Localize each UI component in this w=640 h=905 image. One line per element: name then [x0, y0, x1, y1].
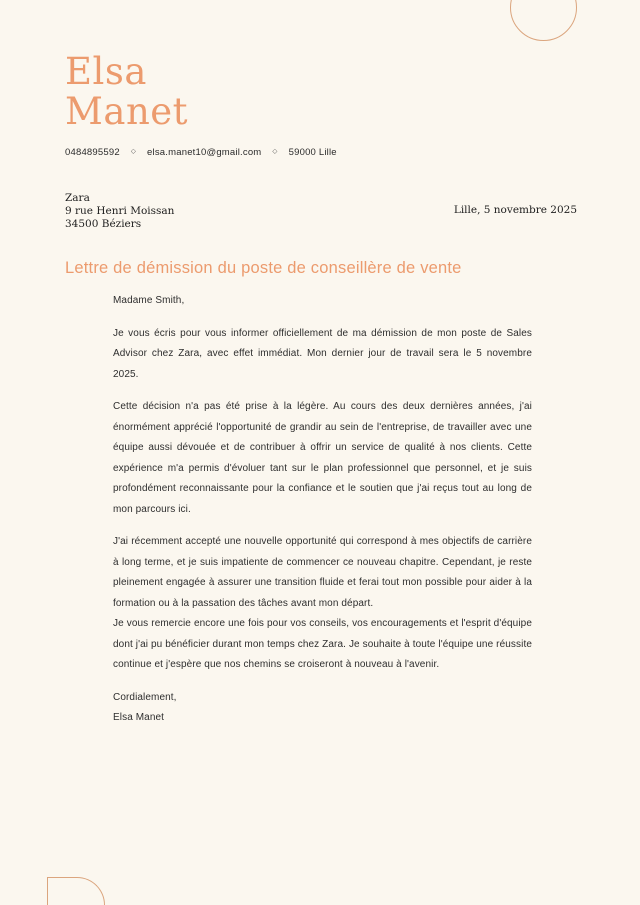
contact-row — [65, 147, 337, 158]
letterhead-last-name: Manet — [65, 90, 189, 133]
diamond-separator-icon: ◇ — [130, 148, 137, 156]
diamond-separator-icon: ◇ — [272, 148, 278, 156]
letterhead-first-name: Elsa — [65, 50, 147, 93]
letter-closing-block — [113, 688, 532, 728]
letter-subject-title: Lettre de démission du poste de conseillère de vente — [65, 259, 462, 277]
letter-paragraph: Cette décision n'a pas été prise à la légère. Au cours des deux dernières années, j'ai énormément apprécié l'opportunité de grandir au sein de l'entreprise, de travailler avec une équipe aussi dévouée et de contribuer à offrir un service de qualité à nos clients. Cette expérience m'a permis d'évoluer tant sur le plan professionnel que personnel, et je suis profondément reconnaissante pour la confiance et le soutien que j'ai reçus tout au long de mon parcours ici. — [113, 401, 532, 515]
letter-body — [113, 291, 532, 728]
letter-closing: Cordialement, — [113, 691, 177, 703]
recipient-address-block — [65, 192, 174, 231]
decorative-circle-outline — [510, 0, 577, 41]
contact-location: 59000 Lille — [288, 147, 337, 158]
contact-phone: 0484895592 — [65, 147, 120, 158]
letter-dateline: Lille, 5 novembre 2025 — [453, 204, 577, 216]
letter-paragraph: J'ai récemment accepté une nouvelle opportunité qui correspond à mes objectifs de carrière à long terme, et je suis impatiente de commencer ce nouveau chapitre. Cependant, je reste pleinement engagée à assurer une transition fluide et ferai tout mon possible pour aider à la formation ou à la passation des tâches avant mon départ. — [113, 536, 532, 609]
letter-greeting: Madame Smith, — [113, 295, 185, 306]
letter-paragraph: Je vous remercie encore une fois pour vos conseils, vos encouragements et l'esprit d'équipe dont j'ai pu bénéficier durant mon temps chez Zara. Je souhaite à toute l'équipe une réussite continue et j'espère que nos chemins se croiseront à nouveau à l'avenir. — [113, 618, 532, 670]
recipient-city: 34500 Béziers — [65, 218, 142, 230]
contact-email: elsa.manet10@gmail.com — [147, 147, 262, 158]
recipient-street: 9 rue Henri Moissan — [65, 205, 175, 217]
decorative-corner-shape — [47, 877, 105, 905]
letter-paragraph: Je vous écris pour vous informer officiellement de ma démission de mon poste de Sales Advisor chez Zara, avec effet immédiat. Mon dernier jour de travail sera le 5 novembre 2025. — [113, 327, 532, 380]
recipient-company: Zara — [65, 192, 90, 204]
letterhead-name — [65, 52, 188, 132]
letter-signature: Elsa Manet — [113, 711, 165, 723]
